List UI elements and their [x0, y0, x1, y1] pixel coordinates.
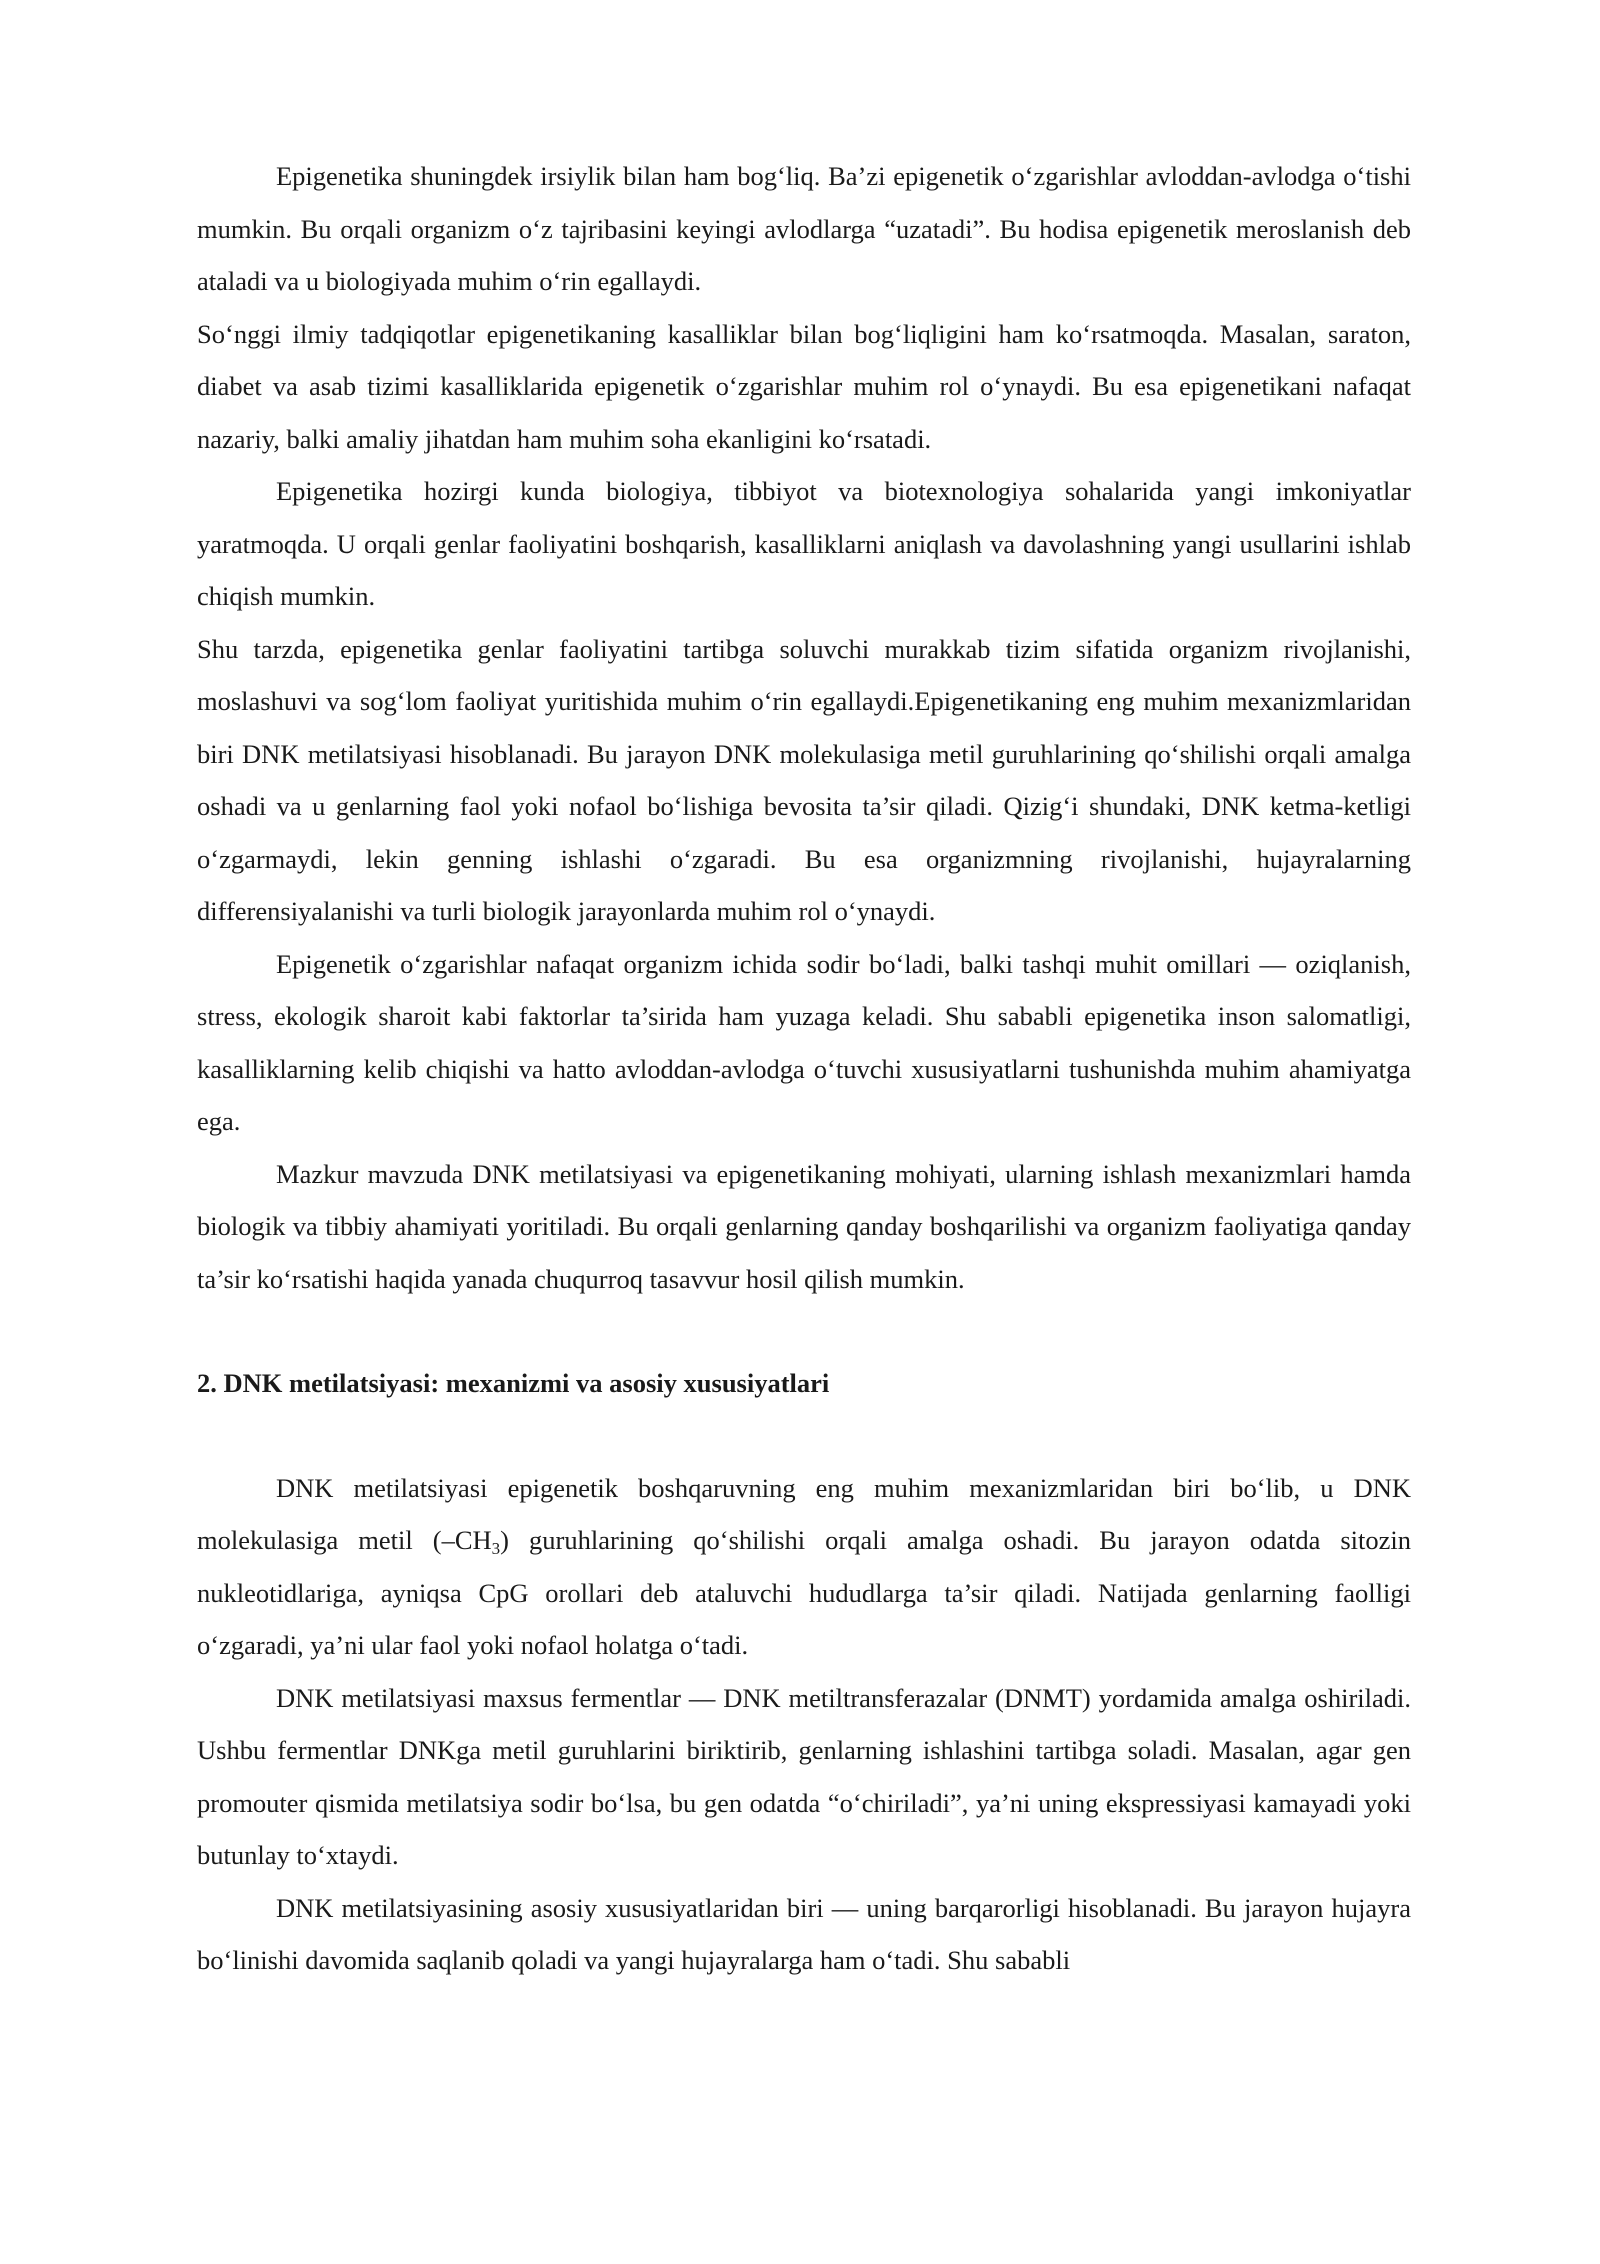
paragraph-epigenetic-inheritance: Epigenetika shuningdek irsiylik bilan ham bog‘liq. Ba’zi epigenetik o‘zgarishlar avloddan-avlodga o‘tishi mumkin. Bu orqali organizm o‘z tajribasini keyingi avlodlarga “uzatadi”. Bu hodisa epigenetik meroslanish deb ataladi va u biologiyada muhim o‘rin egallaydi.: [197, 161, 1411, 296]
text-run: DNK metilatsiyasi epigenetik boshqaruvning eng muhim mexanizmlaridan biri bo‘lib, u DNK molekulasiga metil (–CH: [197, 1472, 1411, 1555]
paragraph-stability: DNK metilatsiyasining asosiy xususiyatlaridan biri — uning barqarorligi hisoblanadi. Bu jarayon hujayra bo‘linishi davomida saqlanib qoladi va yangi hujayralarga ham o‘tadi. Shu sababli: [197, 1892, 1411, 1975]
paragraph-opportunities: Epigenetika hozirgi kunda biologiya, tibbiyot va biotexnologiya sohalarida yangi imkoniyatlar yaratmoqda. U orqali genlar faoliyatini boshqarish, kasalliklarni aniqlash va davolashning yangi usullarini ishlab chiqish mumkin.: [197, 476, 1411, 611]
text-run: ) guruhlarining qo‘shilishi orqali amalga oshadi. Bu jarayon odatda sitozin nukleotidlariga, ayniqsa CpG orollari deb ataluvchi hududlarga ta’sir qiladi. Natijada genlarning faolligi o‘zgaradi, ya’ni ular faol yoki nofaol holatga o‘tadi.: [197, 1525, 1412, 1660]
paragraph-methyl-groups: [197, 1462, 1411, 1672]
paragraph-topic-overview: Mazkur mavzuda DNK metilatsiyasi va epigenetikaning mohiyati, ularning ishlash mexanizmlari hamda biologik va tibbiy ahamiyati yoritiladi. Bu orqali genlarning qanday boshqarilishi va organizm faoliyatiga qanday ta’sir ko‘rsatishi haqida yanada chuqurroq tasavvur hosil qilish mumkin.: [197, 1158, 1411, 1294]
paragraph-diseases: So‘nggi ilmiy tadqiqotlar epigenetikaning kasalliklar bilan bog‘liqligini ham ko‘rsatmoqda. Masalan, saraton, diabet va asab tizimi kasalliklarida epigenetik o‘zgarishlar muhim rol o‘ynaydi. Bu esa epigenetikani nafaqat nazariy, balki amaliy jihatdan ham muhim soha ekanligini ko‘rsatadi.: [197, 318, 1411, 454]
spacer: [197, 1305, 1411, 1357]
section-heading: 2. DNK metilatsiyasi: mexanizmi va asosiy xususiyatlari: [197, 1368, 830, 1398]
paragraph-dnmt-enzymes: DNK metilatsiyasi maxsus fermentlar — DNK metiltransferazalar (DNMT) yordamida amalga oshiriladi. Ushbu fermentlar DNKga metil guruhlarini biriktirib, genlarning ishlashini tartibga soladi. Masalan, agar gen promouter qismida metilatsiya sodir bo‘lsa, bu gen odatda “o‘chiriladi”, ya’ni uning ekspressiyasi kamayadi yoki butunlay to‘xtaydi.: [197, 1682, 1411, 1870]
paragraph-dna-methylation-intro: Shu tarzda, epigenetika genlar faoliyatini tartibga soluvchi murakkab tizim sifatida organizm rivojlanishi, moslashuvi va sog‘lom faoliyat yuritishida muhim o‘rin egallaydi.Epigenetikaning eng muhim mexanizmlaridan biri DNK metilatsiyasi hisoblanadi. Bu jarayon DNK molekulasiga metil guruhlarining qo‘shilishi orqali amalga oshadi va u genlarning faol yoki nofaol bo‘lishiga bevosita ta’sir qiladi. Qizig‘i shundaki, DNK ketma-ketligi o‘zgarmaydi, lekin genning ishlashi o‘zgaradi. Bu esa organizmning rivojlanishi, hujayralarning differensiyalanishi va turli biologik jarayonlarda muhim rol o‘ynaydi.: [197, 633, 1411, 926]
paragraph-environmental-factors: Epigenetik o‘zgarishlar nafaqat organizm ichida sodir bo‘ladi, balki tashqi muhit omillari — oziqlanish, stress, ekologik sharoit kabi faktorlar ta’sirida ham yuzaga keladi. Shu sababli epigenetika inson salomatligi, kasalliklarning kelib chiqishi va hatto avloddan-avlodga o‘tuvchi xususiyatlarni tushunishda muhim ahamiyatga ega.: [197, 948, 1411, 1136]
subscript: 3: [491, 1539, 501, 1558]
spacer: [197, 1410, 1411, 1462]
document-page: [197, 150, 1411, 1987]
